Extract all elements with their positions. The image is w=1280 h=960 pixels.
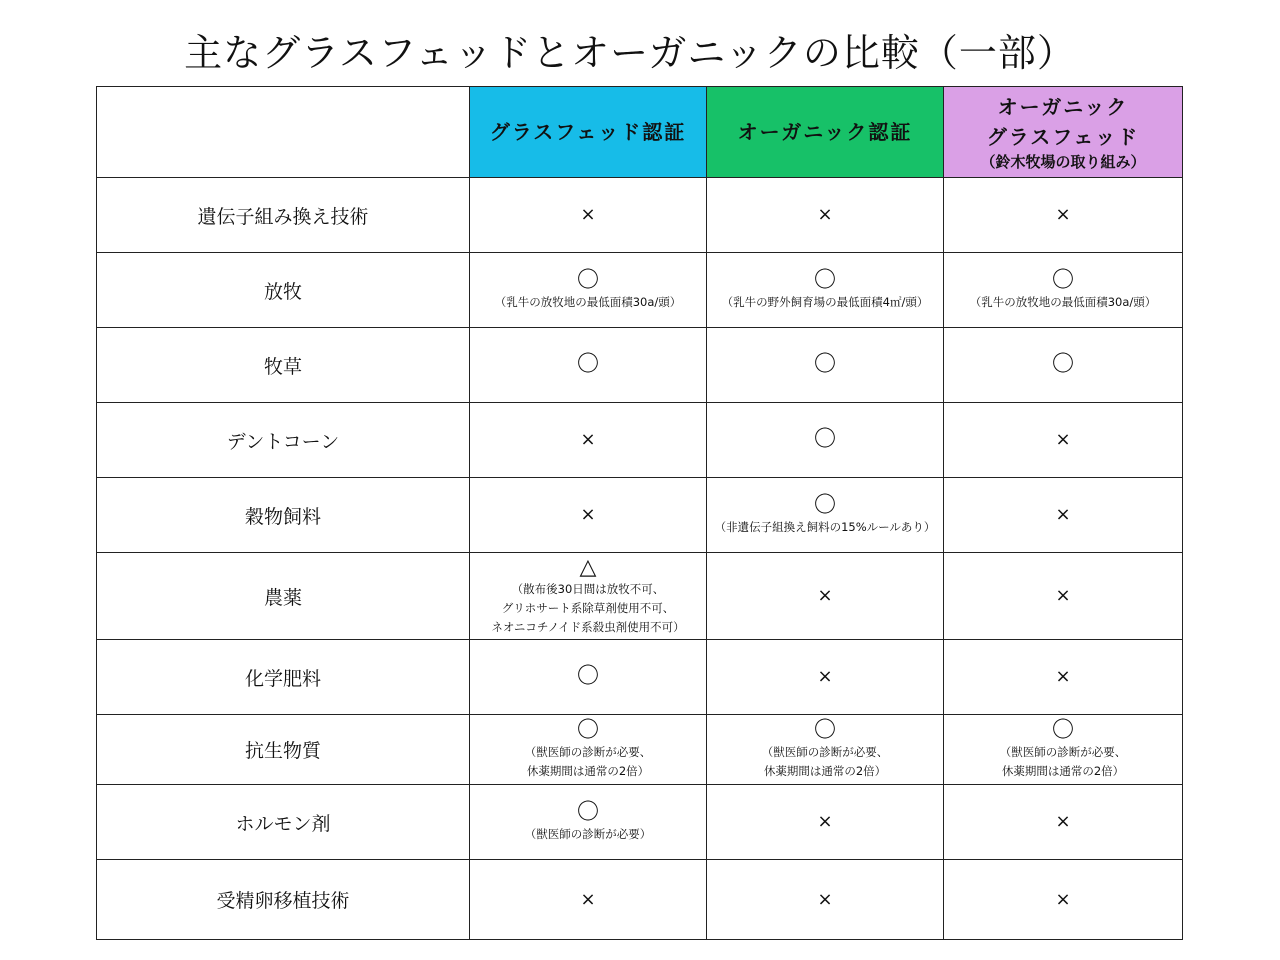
cell-mark: × — [817, 888, 833, 910]
row-label: 受精卵移植技術 — [97, 860, 470, 940]
cell-organic — [707, 178, 944, 253]
row-label: デントコーン — [97, 403, 470, 478]
header-organic — [707, 87, 944, 178]
table-row — [97, 640, 1183, 715]
row-label: 牧草 — [97, 328, 470, 403]
cell-note: （獣医師の診断が必要） — [524, 826, 652, 841]
table-row — [97, 715, 1183, 785]
cell-mark: 〇 — [1051, 717, 1074, 743]
table-row — [97, 328, 1183, 403]
cell-mark: 〇 — [576, 799, 599, 825]
row-label: 放牧 — [97, 253, 470, 328]
cell-note: （獣医師の診断が必要、 休薬期間は通常の2倍） — [524, 744, 652, 778]
cell-organic — [707, 328, 944, 403]
table-row — [97, 178, 1183, 253]
cell-mark: 〇 — [813, 267, 836, 293]
table-row — [97, 478, 1183, 553]
cell-organic-grassfed — [944, 253, 1183, 328]
cell-organic — [707, 553, 944, 640]
header-row — [97, 87, 1183, 178]
cell-grassfed — [470, 860, 707, 940]
header-organic-label: オーガニック認証 — [737, 120, 913, 144]
cell-grassfed — [470, 478, 707, 553]
cell-organic — [707, 860, 944, 940]
row-label: 化学肥料 — [97, 640, 470, 715]
cell-organic — [707, 403, 944, 478]
cell-mark: × — [1055, 504, 1071, 525]
cell-note: （非遺伝子組換え飼料の15%ルールあり） — [714, 519, 936, 534]
cell-grassfed — [470, 553, 707, 640]
row-label: 抗生物質 — [97, 715, 470, 785]
cell-mark: 〇 — [1051, 267, 1074, 293]
header-organic-grassfed — [944, 87, 1183, 178]
page-title: 主なグラスフェッドとオーガニックの比較（一部） — [184, 31, 1076, 75]
cell-mark: 〇 — [813, 352, 836, 377]
cell-note: （乳牛の放牧地の最低面積30a/頭） — [969, 294, 1157, 309]
comparison-table — [96, 86, 1183, 940]
cell-mark: 〇 — [813, 427, 836, 452]
table-row — [97, 403, 1183, 478]
header-grassfed — [470, 87, 707, 178]
cell-mark: × — [580, 204, 596, 225]
row-label: 穀物飼料 — [97, 478, 470, 553]
cell-mark: × — [817, 666, 833, 687]
cell-grassfed — [470, 640, 707, 715]
cell-mark: 〇 — [813, 717, 836, 743]
cell-note: （獣医師の診断が必要、 休薬期間は通常の2倍） — [999, 744, 1127, 778]
cell-note: （乳牛の放牧地の最低面積30a/頭） — [494, 294, 682, 309]
cell-mark: × — [580, 888, 596, 910]
cell-mark: △ — [579, 554, 597, 580]
cell-mark: × — [1055, 429, 1071, 450]
table-row — [97, 253, 1183, 328]
table-row — [97, 785, 1183, 860]
cell-organic — [707, 640, 944, 715]
cell-mark: × — [1055, 811, 1071, 832]
cell-mark: × — [1055, 888, 1071, 910]
cell-grassfed — [470, 253, 707, 328]
cell-organic — [707, 785, 944, 860]
cell-mark: × — [817, 811, 833, 832]
cell-grassfed — [470, 785, 707, 860]
cell-mark: 〇 — [576, 352, 599, 377]
cell-organic-grassfed — [944, 860, 1183, 940]
row-label: ホルモン剤 — [97, 785, 470, 860]
cell-mark: × — [1055, 585, 1071, 606]
cell-grassfed — [470, 715, 707, 785]
cell-organic-grassfed — [944, 715, 1183, 785]
row-label: 農薬 — [97, 553, 470, 640]
cell-mark: × — [580, 429, 596, 450]
cell-note: （乳牛の野外飼育場の最低面積4㎡/頭） — [721, 294, 929, 309]
cell-mark: 〇 — [576, 664, 599, 689]
cell-grassfed — [470, 403, 707, 478]
header-organic-grassfed-label: オーガニック グラスフェッド — [986, 95, 1140, 149]
cell-note: （散布後30日間は放牧不可、 グリホサート系除草剤使用不可、 ネオニコチノイド系殺虫剤使用不可） — [491, 581, 685, 634]
row-label: 遺伝子組み換え技術 — [97, 178, 470, 253]
cell-mark: × — [1055, 204, 1071, 225]
cell-grassfed — [470, 178, 707, 253]
cell-mark: 〇 — [813, 492, 836, 518]
table-row — [97, 553, 1183, 640]
cell-organic — [707, 478, 944, 553]
table-body — [97, 178, 1183, 940]
cell-organic — [707, 715, 944, 785]
cell-organic-grassfed — [944, 178, 1183, 253]
cell-organic-grassfed — [944, 785, 1183, 860]
cell-mark: × — [580, 504, 596, 525]
cell-organic-grassfed — [944, 478, 1183, 553]
cell-note: （獣医師の診断が必要、 休薬期間は通常の2倍） — [761, 744, 889, 778]
cell-mark: 〇 — [576, 717, 599, 743]
cell-organic-grassfed — [944, 553, 1183, 640]
cell-mark: 〇 — [576, 267, 599, 293]
header-organic-grassfed-sub: （鈴木牧場の取り組み） — [980, 153, 1146, 171]
cell-mark: × — [817, 204, 833, 225]
cell-mark: 〇 — [1051, 352, 1074, 377]
table-row — [97, 860, 1183, 940]
cell-mark: × — [817, 585, 833, 606]
cell-organic-grassfed — [944, 640, 1183, 715]
cell-grassfed — [470, 328, 707, 403]
cell-organic — [707, 253, 944, 328]
header-grassfed-label: グラスフェッド認証 — [489, 120, 687, 144]
cell-mark: × — [1055, 666, 1071, 687]
cell-organic-grassfed — [944, 328, 1183, 403]
cell-organic-grassfed — [944, 403, 1183, 478]
header-corner-cell — [97, 87, 470, 178]
